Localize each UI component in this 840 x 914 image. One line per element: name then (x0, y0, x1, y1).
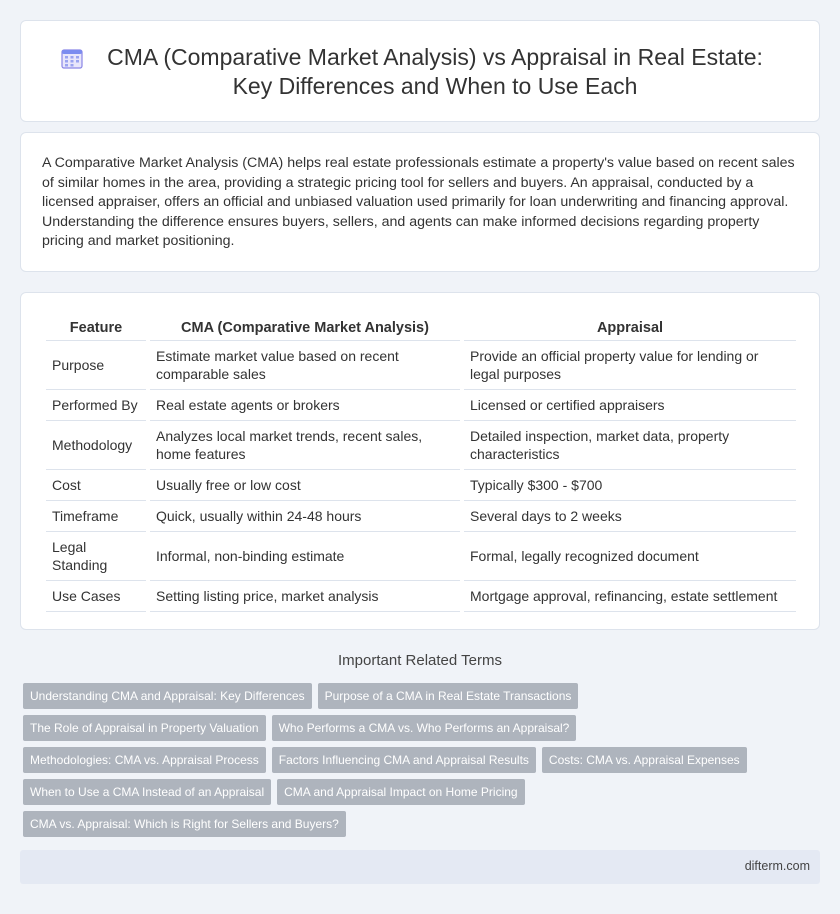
title-card (20, 20, 820, 122)
table-row (46, 501, 796, 532)
cell-appraisal: Typically $300 - $700 (464, 470, 796, 501)
cell-cma: Informal, non-binding estimate (150, 532, 460, 581)
cell-cma: Quick, usually within 24-48 hours (150, 501, 460, 532)
table-row (46, 421, 796, 470)
cell-cma: Estimate market value based on recent comparable sales (150, 341, 460, 390)
table-header-row (46, 315, 796, 341)
related-terms-title: Important Related Terms (338, 652, 502, 669)
comparison-table (42, 315, 800, 612)
cell-cma: Analyzes local market trends, recent sales, home features (150, 421, 460, 470)
cell-cma: Real estate agents or brokers (150, 390, 460, 421)
related-term-link[interactable]: Understanding CMA and Appraisal: Key Differences (23, 683, 312, 709)
cell-appraisal: Licensed or certified appraisers (464, 390, 796, 421)
cell-feature: Purpose (46, 341, 146, 390)
related-term-link[interactable]: Who Performs a CMA vs. Who Performs an Appraisal? (272, 715, 577, 741)
related-term-link[interactable]: Purpose of a CMA in Real Estate Transactions (318, 683, 579, 709)
related-terms-list (23, 683, 803, 837)
footer-site-link[interactable]: difterm.com (744, 859, 810, 873)
header-cma: CMA (Comparative Market Analysis) (150, 315, 460, 341)
related-term-link[interactable]: Methodologies: CMA vs. Appraisal Process (23, 747, 266, 773)
footer (20, 850, 820, 884)
cell-feature: Timeframe (46, 501, 146, 532)
cell-appraisal: Mortgage approval, refinancing, estate settlement (464, 581, 796, 612)
comparison-table-card (20, 292, 820, 630)
cell-appraisal: Several days to 2 weeks (464, 501, 796, 532)
cell-cma: Setting listing price, market analysis (150, 581, 460, 612)
related-term-link[interactable]: CMA and Appraisal Impact on Home Pricing (277, 779, 524, 805)
cell-feature: Legal Standing (46, 532, 146, 581)
table-row (46, 581, 796, 612)
cell-feature: Methodology (46, 421, 146, 470)
intro-paragraph: A Comparative Market Analysis (CMA) helps real estate professionals estimate a property's value based on recent sales of similar homes in the area, providing a strategic pricing tool for sellers and buyers. An appraisal, conducted by a licensed appraiser, offers an official and unbiased valuation used primarily for loan underwriting and financing approval. Understanding the difference ensures buyers, sellers, and agents can make informed decisions regarding property pricing and market positioning. (42, 155, 795, 249)
cell-feature: Use Cases (46, 581, 146, 612)
header-appraisal: Appraisal (464, 315, 796, 341)
cell-appraisal: Provide an official property value for lending or legal purposes (464, 341, 796, 390)
cell-feature: Performed By (46, 390, 146, 421)
table-row (46, 390, 796, 421)
table-row (46, 532, 796, 581)
table-row (46, 341, 796, 390)
cell-feature: Cost (46, 470, 146, 501)
related-term-link[interactable]: Costs: CMA vs. Appraisal Expenses (542, 747, 747, 773)
related-term-link[interactable]: Factors Influencing CMA and Appraisal Results (272, 747, 536, 773)
intro-card (20, 132, 820, 272)
related-term-link[interactable]: When to Use a CMA Instead of an Appraisal (23, 779, 271, 805)
related-term-link[interactable]: CMA vs. Appraisal: Which is Right for Sellers and Buyers? (23, 811, 346, 837)
related-term-link[interactable]: The Role of Appraisal in Property Valuation (23, 715, 266, 741)
cell-appraisal: Formal, legally recognized document (464, 532, 796, 581)
cell-cma: Usually free or low cost (150, 470, 460, 501)
table-row (46, 470, 796, 501)
header-feature: Feature (46, 315, 146, 341)
cell-appraisal: Detailed inspection, market data, property characteristics (464, 421, 796, 470)
page-title: CMA (Comparative Market Analysis) vs Appraisal in Real Estate: Key Differences and When to Use Each (107, 44, 763, 99)
